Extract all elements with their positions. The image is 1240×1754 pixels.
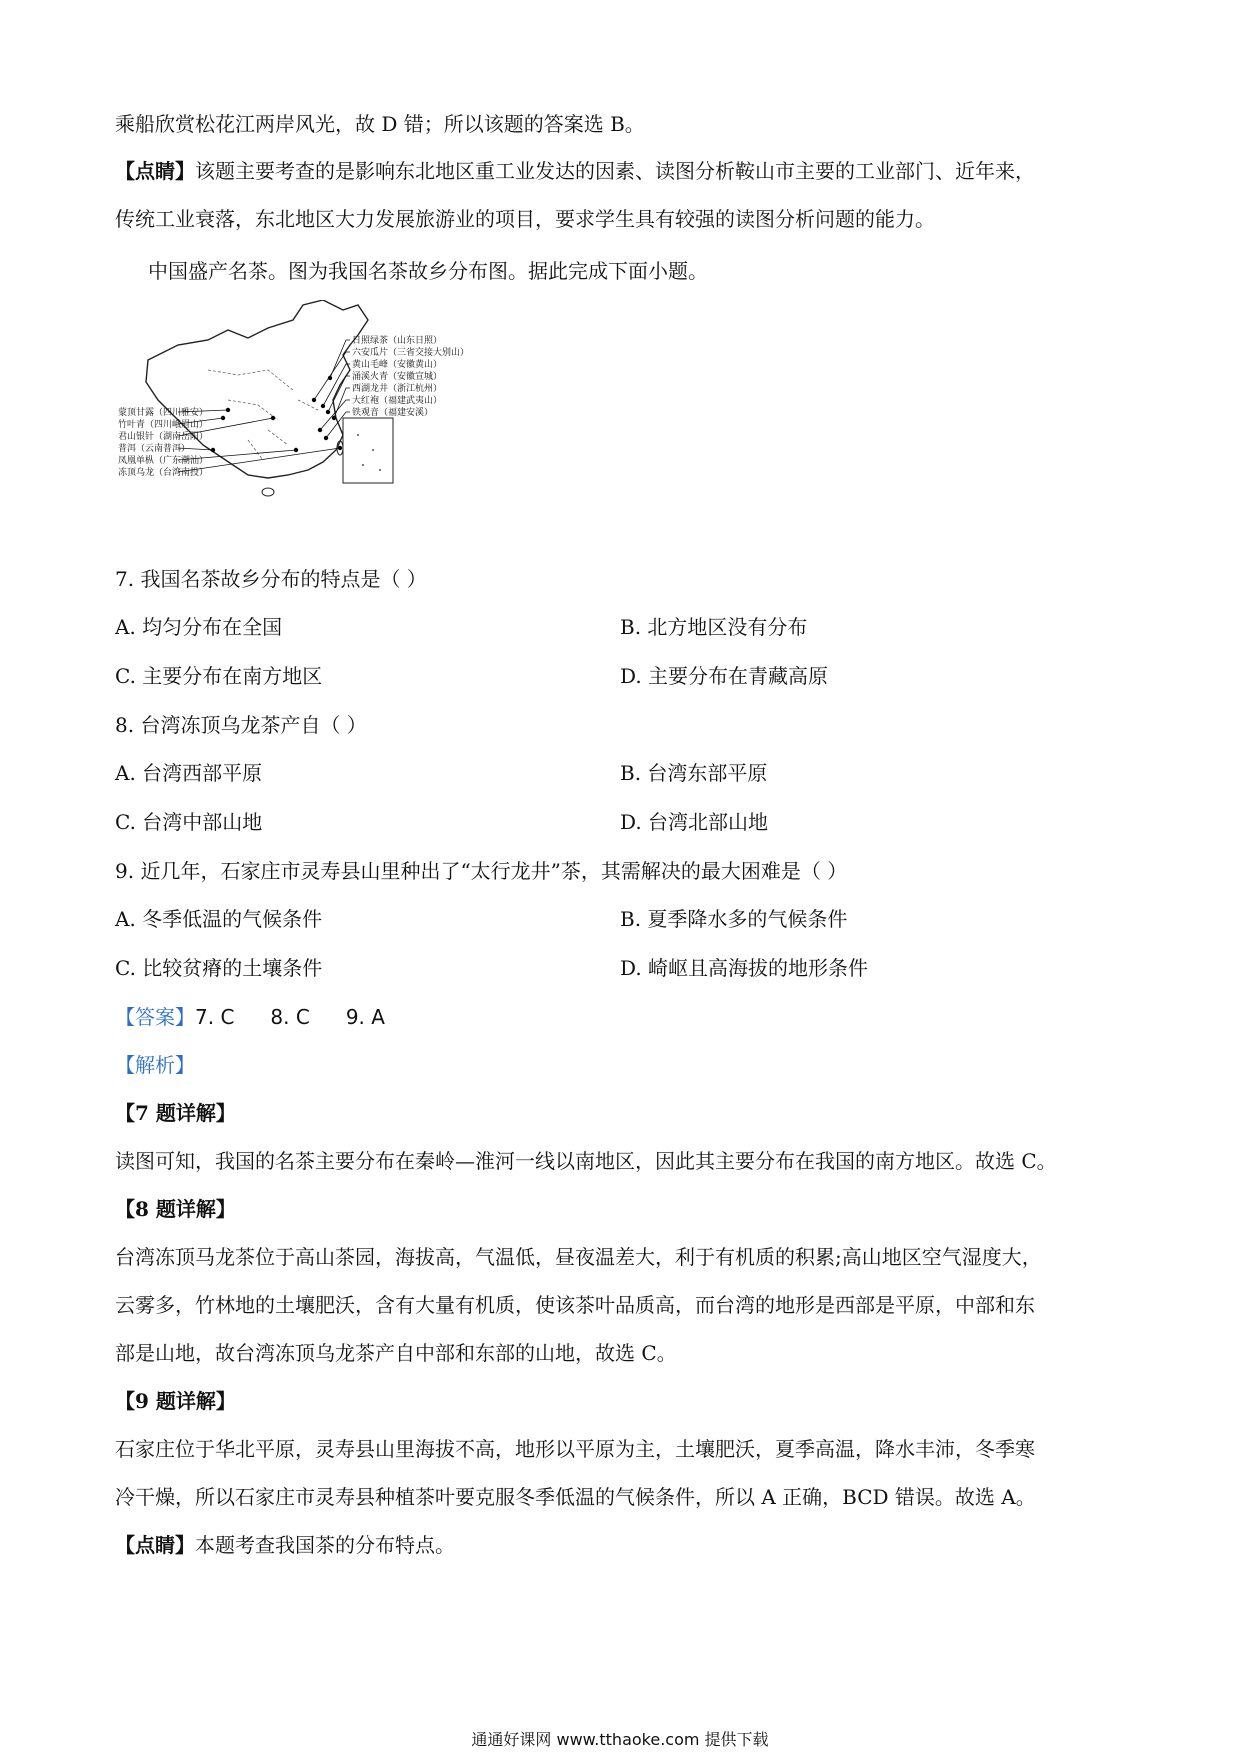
map-label-right: 涌溪火青（安徽宣城） (352, 372, 443, 382)
intro-text: 中国盛产名茶。图为我国名茶故乡分布图。据此完成下面小题。 (148, 259, 708, 283)
q8-option-a: A. 台湾西部平原 (115, 761, 263, 785)
map-label-left: 普洱（云南普洱） (118, 444, 191, 454)
hainan-island (262, 488, 274, 496)
map-label-left: 竹叶青（四川峨眉山） (118, 420, 209, 430)
q9-option-c: C. 比较贫瘠的土壤条件 (115, 956, 323, 980)
q9-option-d: D. 崎岖且高海拔的地形条件 (620, 956, 869, 980)
dianjing-text1: 该题主要考查的是影响东北地区重工业发达的因素、读图分析鞍山市主要的工业部门、近年来， (195, 159, 1035, 183)
map-label-left: 蒙顶甘露（四川雅安） (118, 408, 209, 418)
q9-option-b: B. 夏季降水多的气候条件 (620, 907, 848, 931)
map-svg (118, 300, 538, 540)
tea-hometown-map (118, 300, 538, 540)
q9-option-a: A. 冬季低温的气候条件 (115, 907, 323, 931)
q7-option-d: D. 主要分布在青藏高原 (620, 664, 829, 688)
continuation-line: 乘船欣赏松花江两岸风光，故 D 错；所以该题的答案选 B。 (115, 112, 645, 136)
inset-dots (357, 434, 381, 471)
map-label-right: 西湖龙井（浙江杭州） (352, 384, 443, 394)
detail-8-line3: 部是山地，故台湾冻顶乌龙茶产自中部和东部的山地，故选 C。 (115, 1341, 677, 1365)
detail-7-title: 【7 题详解】 (115, 1101, 236, 1125)
q7-option-a: A. 均匀分布在全国 (115, 615, 283, 639)
map-label-left: 冻顶乌龙（台湾南投） (118, 468, 209, 478)
detail-8-line2: 云雾多，竹林地的土壤肥沃，含有大量有机质，使该茶叶品质高，而台湾的地形是西部是平原，中部和东 (115, 1293, 1035, 1317)
answer-line (115, 1001, 385, 1030)
map-label-right: 铁观音（福建安溪） (352, 408, 434, 418)
detail-9-line2: 冷干燥，所以石家庄市灵寿县种植茶叶要克服冬季低温的气候条件，所以 A 正确，BCD 错误。故选 A。 (115, 1485, 1036, 1509)
question-7-stem: 7. 我国名茶故乡分布的特点是（ ） (115, 567, 427, 591)
map-label-left: 君山银针（湖南岳阳） (118, 432, 209, 442)
answer-7: 7. C (195, 1005, 235, 1029)
detail-8-title: 【8 题详解】 (115, 1197, 236, 1221)
dianjing-line1 (115, 155, 1035, 184)
answer-8: 8. C (270, 1005, 310, 1029)
q7-option-b: B. 北方地区没有分布 (620, 615, 808, 639)
map-label-right: 六安瓜片（三省交接大别山） (352, 348, 470, 358)
detail-9-title: 【9 题详解】 (115, 1389, 236, 1413)
detail-7-text: 读图可知，我国的名茶主要分布在秦岭—淮河一线以南地区，因此其主要分布在我国的南方地区。故选 C。 (115, 1149, 1057, 1173)
dianjing-tag: 【点睛】 (115, 159, 195, 183)
map-label-right: 黄山毛峰（安徽黄山） (352, 360, 443, 370)
map-label-left: 凤凰单枞（广东潮汕） (118, 456, 209, 466)
map-label-right: 大红袍（福建武夷山） (352, 396, 443, 406)
q8-option-c: C. 台湾中部山地 (115, 810, 263, 834)
final-dianjing-text: 本题考查我国茶的分布特点。 (195, 1533, 455, 1557)
answer-tag: 【答案】 (115, 1005, 195, 1029)
right-leader-lines (314, 340, 350, 438)
footer-credit: 通通好课网 www.tthaoke.com 提供下载 (471, 1730, 769, 1749)
q7-option-c: C. 主要分布在南方地区 (115, 664, 323, 688)
q8-option-d: D. 台湾北部山地 (620, 810, 769, 834)
question-9-stem: 9. 近几年，石家庄市灵寿县山里种出了“太行龙井”茶，其需解决的最大困难是（ ） (115, 859, 848, 883)
q8-option-b: B. 台湾东部平原 (620, 761, 768, 785)
detail-8-line1: 台湾冻顶马龙茶位于高山茶园，海拔高，气温低，昼夜温差大，利于有机质的积累;高山地区空气湿度大， (115, 1245, 1042, 1269)
analysis-tag: 【解析】 (115, 1053, 195, 1077)
final-dianjing-tag: 【点睛】 (115, 1533, 195, 1557)
dianjing-line2: 传统工业衰落，东北地区大力发展旅游业的项目，要求学生具有较强的读图分析问题的能力。 (115, 207, 935, 231)
question-8-stem: 8. 台湾冻顶乌龙茶产自（ ） (115, 713, 367, 737)
province-lines (208, 370, 318, 460)
south-sea-inset (343, 418, 393, 483)
detail-9-line1: 石家庄位于华北平原，灵寿县山里海拔不高，地形以平原为主，土壤肥沃，夏季高温，降水丰沛，冬季寒 (115, 1437, 1035, 1461)
answer-9: 9. A (345, 1005, 385, 1029)
map-label-right: 日照绿茶（山东日照） (352, 336, 443, 346)
final-dianjing (115, 1529, 455, 1558)
